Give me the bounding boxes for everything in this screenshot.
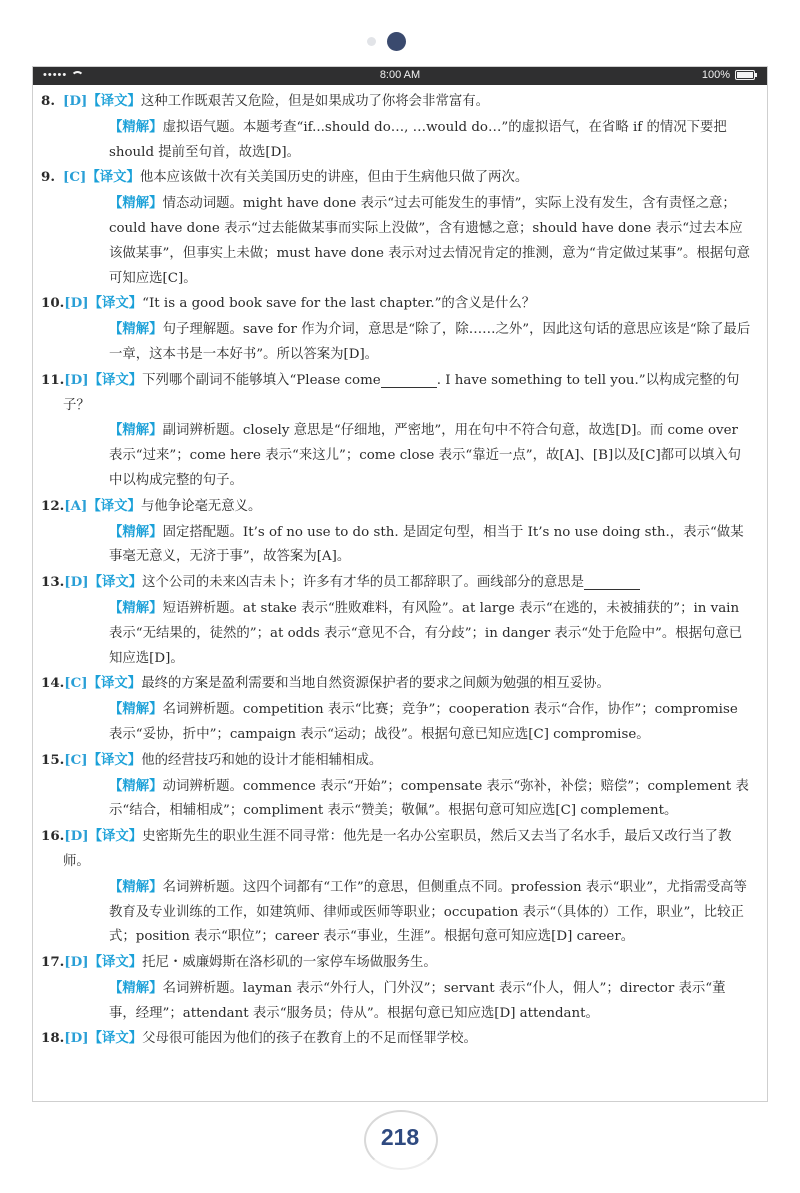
- translation-text: “It is a good book save for the last chapter.”的含义是什么？: [142, 296, 536, 312]
- question-14: [41, 671, 751, 697]
- explanation-17: [41, 976, 751, 1027]
- battery-indicator: [702, 69, 755, 81]
- translation-text: 他的经营技巧和她的设计才能相辅相成。: [141, 752, 383, 768]
- translation-text: 这个公司的未来凶吉未卜；许多有才华的员工都辞职了。画线部分的意思是: [142, 575, 585, 591]
- question-number: 10.: [41, 295, 65, 312]
- answer-label: [D]: [64, 295, 89, 312]
- question-number: 11.: [41, 371, 65, 388]
- status-time: 8:00 AM: [379, 69, 421, 81]
- explanation-11: [41, 418, 751, 493]
- explanation-text: 名词辨析题。layman 表示“外行人，门外汉”；servant 表示“仆人，佣人”；director 表示“董事，经理”；attendant 表示“服务员；侍从”。根据句意已知应选[D] attendant。: [109, 980, 726, 1021]
- answer-label: [D]: [63, 93, 88, 109]
- translation-tag: 【译文】: [87, 751, 142, 768]
- page-number-badge: [364, 1110, 436, 1168]
- translation-text: 史密斯先生的职业生涯不同寻常：他先是一名办公室职员，然后又去当了名水手，最后又改行当了教师。: [63, 829, 732, 869]
- page-number: 218: [380, 1124, 420, 1150]
- question-17: [41, 950, 751, 976]
- status-bar: [33, 67, 767, 85]
- question-10: [41, 291, 751, 317]
- question-18: [41, 1026, 751, 1052]
- explanation-tag: 【精解】: [109, 701, 163, 718]
- answer-label: [D]: [64, 828, 89, 845]
- explanation-tag: 【精解】: [109, 118, 163, 135]
- explanation-tag: 【精解】: [109, 599, 163, 616]
- translation-tag: 【译文】: [88, 295, 143, 312]
- translation-tag: 【译文】: [88, 574, 143, 591]
- translation-tag: 【译文】: [88, 371, 143, 388]
- explanation-tag: 【精解】: [109, 195, 163, 212]
- camera-dot: [387, 32, 406, 51]
- explanation-16: [41, 875, 751, 950]
- translation-text-cont: . I have something to tell you.”以构成完整的句子？: [63, 372, 740, 413]
- answer-label: [D]: [64, 1030, 89, 1047]
- translation-text: 他本应该做十次有关美国历史的讲座，但由于生病他只做了两次。: [139, 170, 529, 186]
- translation-text: 下列哪个副词不能够填入“Please come: [142, 372, 381, 388]
- camera-dots: [367, 30, 427, 54]
- explanation-text: 短语辨析题。at stake 表示“胜败难料，有风险”。at large 表示“在逃的，未被捕获的”；in vain 表示“无结果的，徒然的”；at odds 表示“意见不合，有分歧”；in danger 表示“处于危险中”。根据句意已知应选[D]。: [109, 600, 743, 666]
- explanation-text: 句子理解题。save for 作为介词，意思是“除了，除……之外”，因此这句话的意思应该是“除了最后一章，这本书是一本好书”。所以答案为[D]。: [109, 322, 751, 362]
- answer-label: [D]: [64, 954, 89, 971]
- question-number: 15.: [41, 751, 65, 768]
- explanation-8: [41, 115, 751, 166]
- explanation-text: 名词辨析题。competition 表示“比赛；竞争”；cooperation 表示“合作，协作”；compromise 表示“妥协，折中”；campaign 表示“运动；战役”。根据句意已知应选[C] compromise。: [109, 702, 738, 742]
- explanation-tag: 【精解】: [109, 321, 163, 338]
- question-16: [41, 824, 751, 875]
- explanation-text: 固定搭配题。It’s of no use to do sth. 是固定句型，相当于 It’s no use doing sth.，表示“做某事毫无意义，无济于事”，故答案为[A]。: [109, 524, 744, 565]
- question-number: 16.: [41, 828, 65, 845]
- answer-label: [C]: [64, 751, 88, 768]
- explanation-text: 虚拟语气题。本题考查“if...should do…, …would do…”的虚拟语气，在省略 if 的情况下要把 should 提前至句首，故选[D]。: [109, 119, 727, 160]
- question-number: 9.: [41, 169, 55, 186]
- explanation-tag: 【精解】: [109, 878, 163, 895]
- explanation-text: 动词辨析题。commence 表示“开始”；compensate 表示“弥补，补偿；赔偿”；complement 表示“结合，相辅相成”；compliment 表示“赞美；敬佩”。根据句意可知应选[C] complement。: [109, 778, 749, 819]
- explanation-text: 情态动词题。might have done 表示“过去可能发生的事情”，实际上没有发生，含有责怪之意；could have done 表示“过去能做某事而实际上没做”，含有遗憾之意；should have done 表示“过去本应该做某事”，但事实上未做；must have done 表示对过去情况肯定的推测，意为“肯定做过某事”。根据句意可知应选[C]。: [109, 196, 751, 286]
- explanation-text: 副词辨析题。closely 意思是“仔细地，严密地”，用在句中不符合句意，故选[D]。而 come over 表示“过来”；come here 表示“来这儿”；come close 表示“靠近一点”，故[A]、[B]以及[C]都可以填入句中以构成完整的句子。: [109, 423, 742, 488]
- signal-dots: •••••: [43, 69, 68, 81]
- explanation-text: 名词辨析题。这四个词都有“工作”的意思，但侧重点不同。profession 表示“职业”，尤指需受高等教育及专业训练的工作，如建筑师、律师或医师等职业；occupation 表示“（具体的）工作，职业”，比较正式；position 表示“职位”；career 表示“事业，生涯”。根据句意可知应选[D] career。: [109, 879, 747, 945]
- question-number: 17.: [41, 954, 65, 971]
- explanation-12: [41, 520, 751, 571]
- translation-tag: 【译文】: [88, 1030, 143, 1047]
- answer-label: [D]: [64, 371, 89, 388]
- question-number: 14.: [41, 675, 65, 692]
- question-11: [41, 368, 751, 419]
- device-frame: [32, 66, 768, 1102]
- battery-percent: 100%: [701, 69, 730, 81]
- question-number: 8.: [41, 93, 55, 109]
- page-content: [33, 85, 767, 1052]
- explanation-tag: 【精解】: [109, 777, 163, 794]
- question-15: [41, 748, 751, 774]
- explanation-13: [41, 596, 751, 671]
- question-number: 13.: [41, 574, 65, 591]
- question-number: 18.: [41, 1030, 65, 1047]
- explanation-tag: 【精解】: [109, 422, 163, 439]
- explanation-10: [41, 317, 751, 368]
- explanation-15: [41, 774, 751, 825]
- explanation-tag: 【精解】: [109, 523, 163, 540]
- question-9: [41, 165, 751, 191]
- translation-tag: 【译文】: [87, 675, 142, 692]
- translation-text: 与他争论毫无意义。: [140, 498, 262, 514]
- explanation-tag: 【精解】: [109, 979, 163, 996]
- translation-text: 这种工作既艰苦又危险，但是如果成功了你将会非常富有。: [140, 94, 490, 109]
- explanation-14: [41, 697, 751, 748]
- translation-tag: 【译文】: [87, 497, 141, 514]
- fill-blank: [584, 575, 640, 590]
- translation-tag: 【译文】: [87, 93, 141, 109]
- translation-text: 最终的方案是盈利需要和当地自然资源保护者的要求之间颇为勉强的相互妥协。: [141, 676, 610, 692]
- question-13: [41, 570, 751, 596]
- fill-blank: [381, 373, 437, 388]
- explanation-9: [41, 191, 751, 291]
- answer-label: [C]: [63, 169, 87, 186]
- answer-label: [A]: [64, 497, 88, 514]
- translation-tag: 【译文】: [88, 828, 143, 845]
- question-8: [41, 89, 751, 115]
- translation-tag: 【译文】: [86, 169, 140, 186]
- question-number: 12.: [41, 497, 65, 514]
- translation-text: 父母很可能因为他们的孩子在教育上的不足而怪罪学校。: [142, 1031, 477, 1047]
- translation-text: 托尼・威廉姆斯在洛杉矶的一家停车场做服务生。: [142, 955, 437, 971]
- answer-label: [C]: [64, 675, 88, 692]
- answer-label: [D]: [64, 574, 89, 591]
- battery-icon: [735, 70, 755, 80]
- question-12: [41, 494, 751, 520]
- sensor-dot: [367, 37, 376, 46]
- translation-tag: 【译文】: [88, 954, 143, 971]
